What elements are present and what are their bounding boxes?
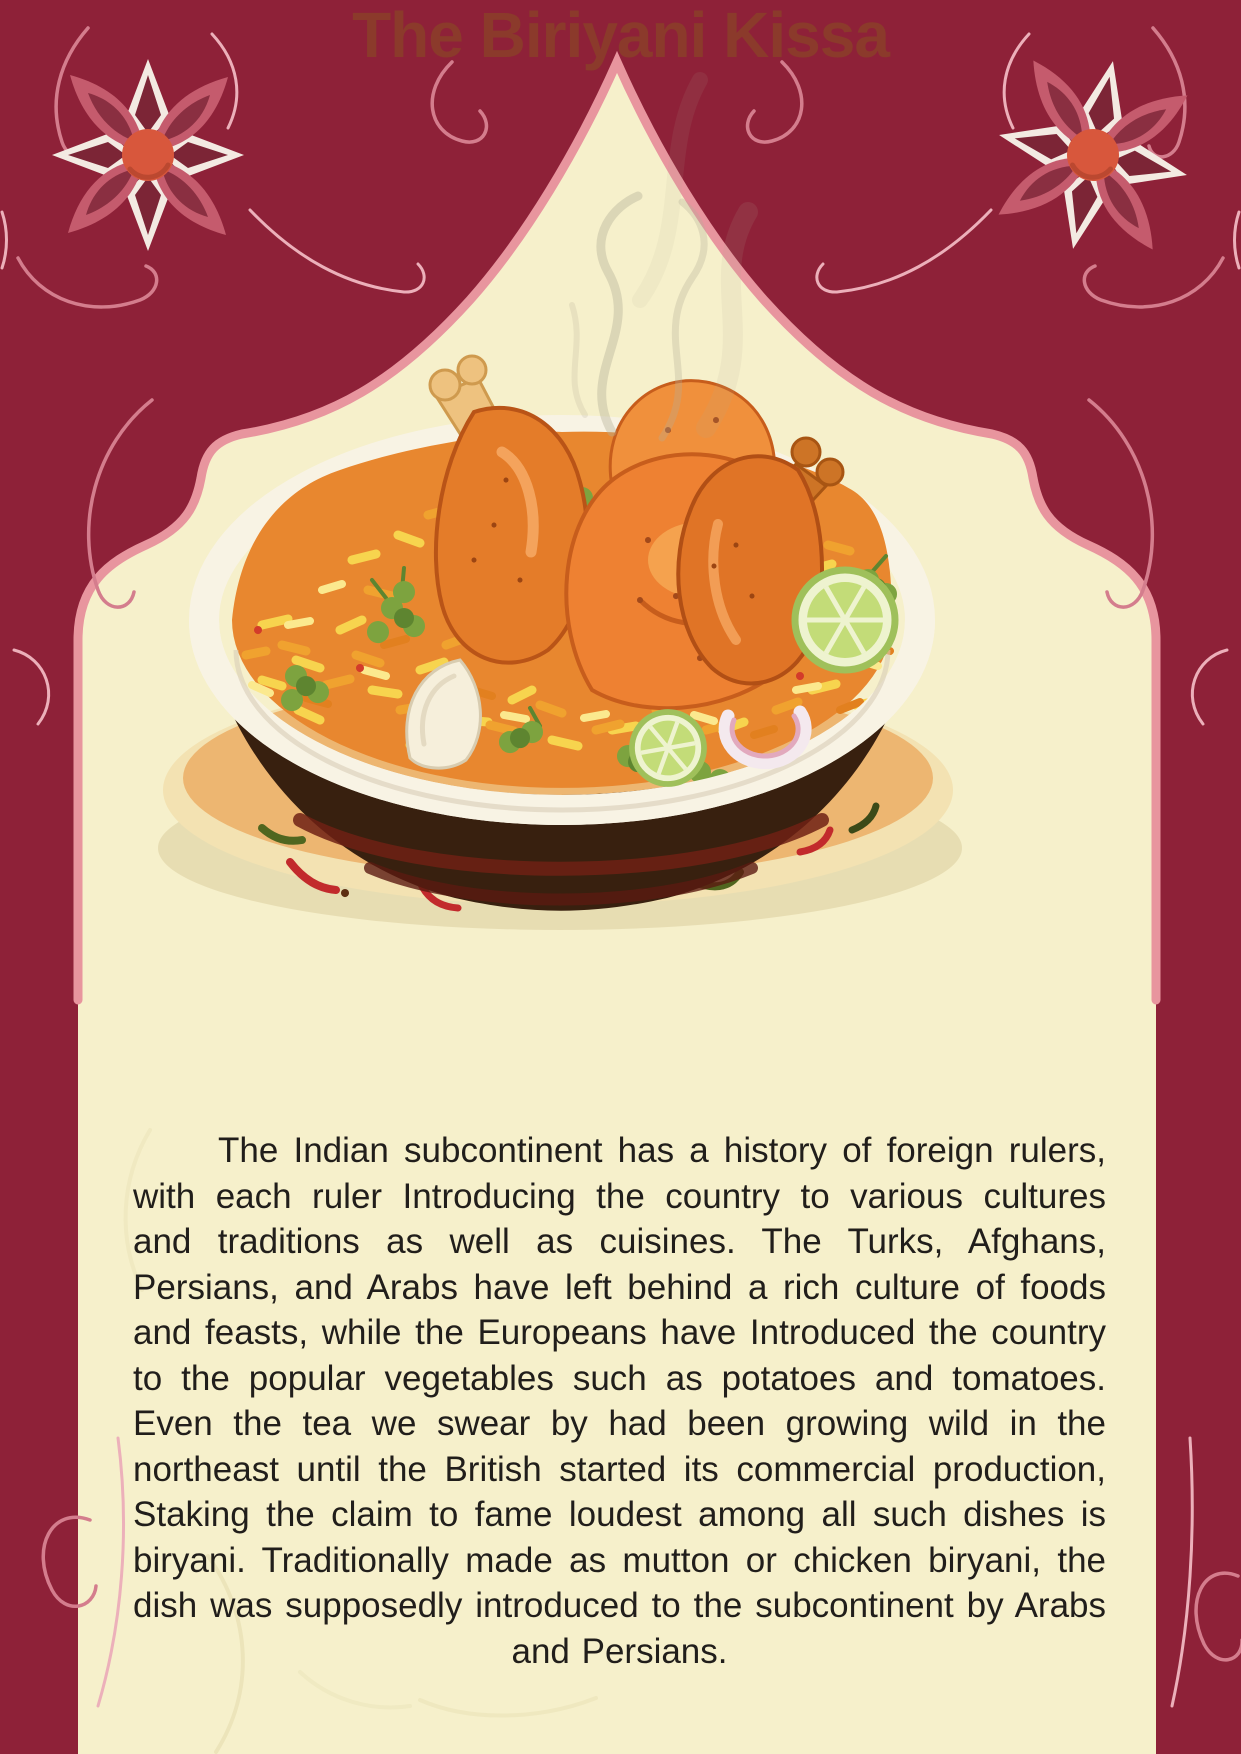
page-title: The Biriyani Kissa	[352, 0, 889, 71]
body-paragraph: The Indian subcontinent has a history of foreign rulers, with each ruler Introducing the country to various cultures and traditions as well as cuisines. The Turks, Afghans, Persians, and Arabs have left behind a rich culture of foods and feasts, while the Europeans have Introduced the country to the popular vegetables such as potatoes and tomatoes. Even the tea we swear by had been growing wild in the northeast until the British started its commercial production, Staking the claim to fame loudest among all such dishes is biryani. Traditionally made as mutton or chicken biryani, the dish was supposedly introduced to the subcontinent by Arabs and Persians.	[133, 1131, 1106, 1671]
lime-wheel-right	[795, 570, 895, 670]
corner-flower-left	[52, 59, 244, 251]
